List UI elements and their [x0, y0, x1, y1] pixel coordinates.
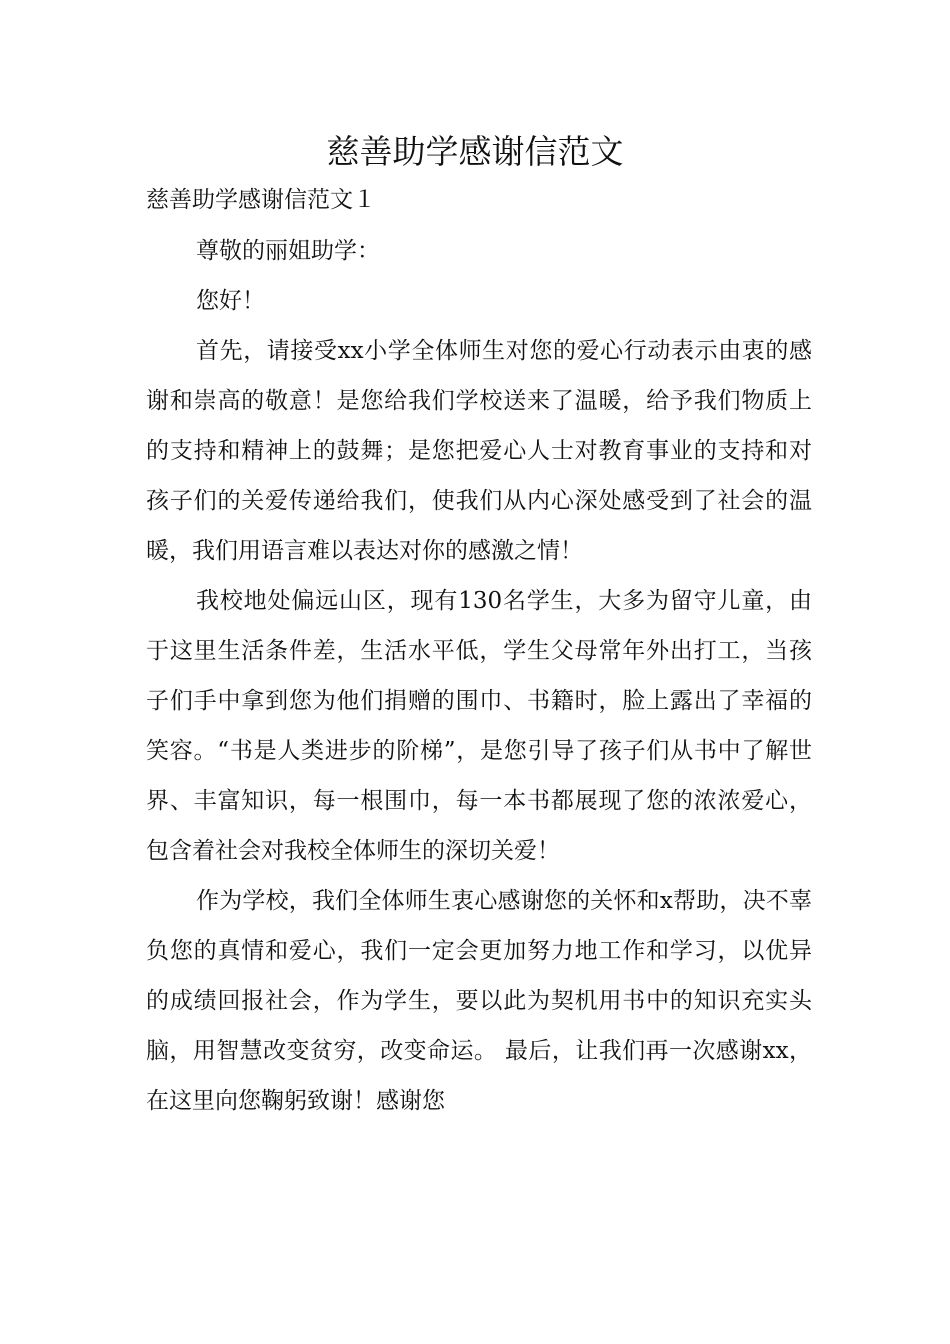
paragraph-thanks: 首先，请接受xx小学全体师生对您的爱心行动表示由衷的感谢和崇高的敬意！是您给我们学校送来了温暖，给予我们物质上的支持和精神上的鼓舞；是您把爱心人士对教育事业的支持和对孩子们的关爱传递给我们，使我们从内心深处感受到了社会的温暖，我们用语言难以表达对你的感激之情！ — [146, 338, 812, 564]
document-subtitle: 慈善助学感谢信范文１ — [146, 187, 376, 213]
greeting: 您好！ — [196, 288, 265, 314]
document-title: 慈善助学感谢信范文 — [326, 132, 624, 171]
paragraph-commitment: 作为学校，我们全体师生衷心感谢您的关怀和x帮助，决不辜负您的真情和爱心，我们一定会更加努力地工作和学习，以优异的成绩回报社会，作为学生，要以此为契机用书中的知识充实头脑，用智慧改变贫穷，改变命运。 最后，让我们再一次感谢xx，在这里向您鞠躬致谢！感谢您 — [146, 888, 812, 1114]
salutation: 尊敬的丽姐助学： — [196, 238, 380, 264]
paragraph-school-situation: 我校地处偏远山区，现有130名学生，大多为留守儿童，由于这里生活条件差，生活水平低，学生父母常年外出打工，当孩子们手中拿到您为他们捐赠的围巾、书籍时，脸上露出了幸福的笑容。“书是人类进步的阶梯”，是您引导了孩子们从书中了解世界、丰富知识，每一根围巾，每一本书都展现了您的浓浓爱心，包含着社会对我校全体师生的深切关爱！ — [146, 588, 812, 864]
letter-body — [146, 226, 812, 1126]
